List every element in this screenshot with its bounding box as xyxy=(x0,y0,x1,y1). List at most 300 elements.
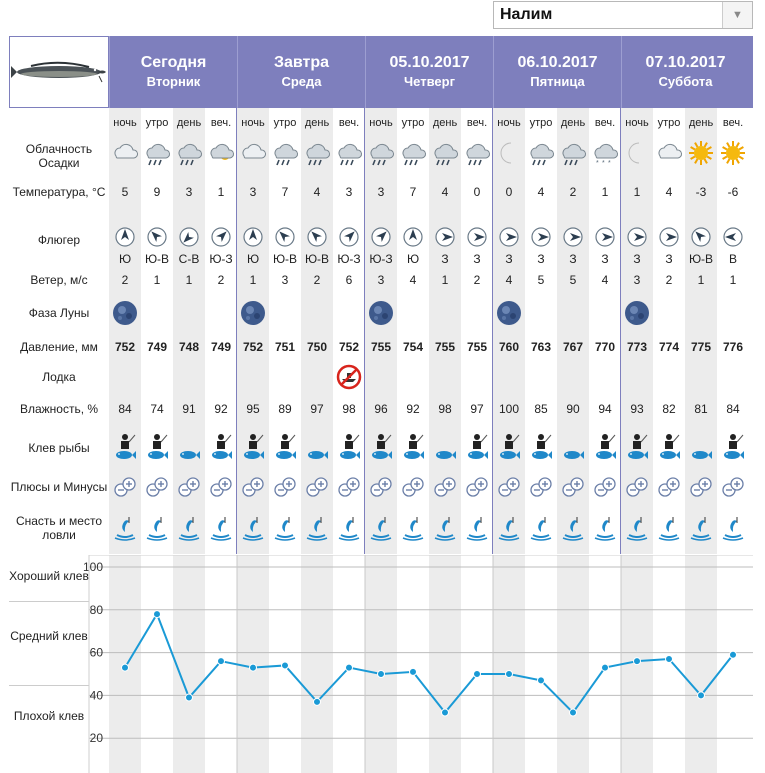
plus-minus-icon[interactable] xyxy=(209,476,233,498)
wind-speed: 4 xyxy=(505,273,513,287)
row-label-vane: Флюгер xyxy=(37,233,81,247)
tackle-cell xyxy=(141,508,173,548)
moon-cell xyxy=(621,298,653,328)
bite-point-4[interactable] xyxy=(218,658,225,665)
tackle-icon[interactable] xyxy=(625,515,649,541)
row-label-boat: Лодка xyxy=(42,370,76,384)
weather-cell xyxy=(109,138,141,168)
wind-speed: 2 xyxy=(665,273,673,287)
humidity-value: 98 xyxy=(438,402,452,416)
humidity-value: 84 xyxy=(726,402,740,416)
temperature-value: 9 xyxy=(153,185,161,199)
wind-direction: Ю xyxy=(118,252,132,266)
tackle-icon[interactable] xyxy=(145,515,169,541)
pressure-value: 750 xyxy=(306,340,328,354)
tackle-cell xyxy=(237,508,269,548)
cloud-rain-icon xyxy=(334,140,364,166)
vane-cell xyxy=(269,222,301,270)
pros-cons-cell xyxy=(429,472,461,502)
vane-cell xyxy=(589,222,621,270)
bite-point-16[interactable] xyxy=(602,664,609,671)
humidity-value: 98 xyxy=(342,402,356,416)
svg-text:*: * xyxy=(596,160,599,166)
y-tick-label: 20 xyxy=(89,731,103,746)
humidity-value: 93 xyxy=(630,402,644,416)
temperature-value: 7 xyxy=(281,185,289,199)
tackle-cell xyxy=(397,508,429,548)
chart-column-bg xyxy=(141,555,173,773)
humidity-value: 90 xyxy=(566,402,580,416)
bite-cell xyxy=(333,430,365,466)
vane-cell xyxy=(493,222,525,270)
wind-direction: Ю-В xyxy=(304,252,330,266)
vane-cell xyxy=(365,222,397,270)
fisherman-fish-icon[interactable] xyxy=(113,433,137,463)
day-title: Сегодня xyxy=(140,54,207,71)
pressure-value: 749 xyxy=(146,340,168,354)
row-label-pros: Плюсы и Минусы xyxy=(10,480,108,494)
pressure-value: 754 xyxy=(402,340,424,354)
humidity-value: 82 xyxy=(662,402,676,416)
bite-cell xyxy=(653,430,685,466)
bite-point-14[interactable] xyxy=(538,677,545,684)
bite-point-17[interactable] xyxy=(634,658,641,665)
bite-cell xyxy=(301,430,333,466)
vane-cell xyxy=(141,222,173,270)
humidity-value: 89 xyxy=(278,402,292,416)
fisherman-fish-icon[interactable] xyxy=(209,433,233,463)
bite-cell xyxy=(557,430,589,466)
temperature-value: 3 xyxy=(185,185,193,199)
bite-point-8[interactable] xyxy=(346,664,353,671)
pros-cons-cell xyxy=(557,472,589,502)
tackle-icon[interactable] xyxy=(401,515,425,541)
plus-minus-icon[interactable] xyxy=(497,476,521,498)
sun-icon xyxy=(718,140,748,166)
chart-column-bg xyxy=(365,555,397,773)
bite-point-15[interactable] xyxy=(570,709,577,716)
pressure-value: 767 xyxy=(562,340,584,354)
wind-vane-icon xyxy=(594,226,616,248)
period-label: утро xyxy=(401,117,425,129)
plus-minus-icon[interactable] xyxy=(145,476,169,498)
day-header-5[interactable] xyxy=(621,36,749,108)
fisherman-fish-icon[interactable] xyxy=(721,433,745,463)
moon-icon xyxy=(622,140,652,166)
slot-column-18 xyxy=(653,108,685,554)
plus-minus-icon[interactable] xyxy=(305,476,329,498)
slot-column-17 xyxy=(621,108,653,554)
plus-minus-icon[interactable] xyxy=(113,476,137,498)
temperature-value: 1 xyxy=(601,185,609,199)
tackle-icon[interactable] xyxy=(529,515,553,541)
pros-cons-cell xyxy=(141,472,173,502)
tackle-cell xyxy=(205,508,237,548)
period-label: веч. xyxy=(466,117,488,129)
tackle-icon[interactable] xyxy=(177,515,201,541)
wind-vane-icon xyxy=(210,226,232,248)
plus-minus-icon[interactable] xyxy=(689,476,713,498)
fish-icon[interactable] xyxy=(305,433,329,463)
row-label-temp: Температура, °С xyxy=(12,185,106,199)
tackle-icon[interactable] xyxy=(561,515,585,541)
bite-point-7[interactable] xyxy=(314,698,321,705)
period-label: ночь xyxy=(241,117,265,129)
vane-cell xyxy=(653,222,685,270)
fisherman-fish-icon[interactable] xyxy=(529,433,553,463)
chart-column-bg xyxy=(717,555,749,773)
pressure-value: 770 xyxy=(594,340,616,354)
wind-speed: 2 xyxy=(313,273,321,287)
slot-column-14 xyxy=(525,108,557,554)
pressure-value: 748 xyxy=(178,340,200,354)
bite-cell xyxy=(365,430,397,466)
pressure-value: 752 xyxy=(242,340,264,354)
day-divider xyxy=(364,108,365,554)
cloud-rain-icon xyxy=(462,140,492,166)
vane-cell xyxy=(429,222,461,270)
forecast-header xyxy=(9,36,753,108)
slot-column-4 xyxy=(205,108,237,554)
wind-direction: Ю-З xyxy=(337,252,361,266)
period-label: ночь xyxy=(369,117,393,129)
slot-column-20 xyxy=(717,108,749,554)
slot-column-3 xyxy=(173,108,205,554)
temperature-value: -6 xyxy=(727,185,739,199)
fisherman-fish-icon[interactable] xyxy=(369,433,393,463)
row-label-humidity: Влажность, % xyxy=(19,402,99,416)
fisherman-fish-icon[interactable] xyxy=(593,433,617,463)
bite-point-13[interactable] xyxy=(506,671,513,678)
wind-direction: З xyxy=(665,252,673,266)
wind-vane-icon xyxy=(114,226,136,248)
tackle-icon[interactable] xyxy=(689,515,713,541)
chart-column-bg xyxy=(397,555,429,773)
tackle-cell xyxy=(621,508,653,548)
fisherman-fish-icon[interactable] xyxy=(241,433,265,463)
weather-cell xyxy=(365,138,397,168)
slot-column-15 xyxy=(557,108,589,554)
period-label: веч. xyxy=(594,117,616,129)
pressure-value: 755 xyxy=(434,340,456,354)
bite-point-11[interactable] xyxy=(442,709,449,716)
day-title: 07.10.2017 xyxy=(645,54,726,71)
cloud-rain-icon xyxy=(270,140,300,166)
tackle-cell xyxy=(589,508,621,548)
plus-minus-icon[interactable] xyxy=(465,476,489,498)
cloud-rain-icon xyxy=(366,140,396,166)
day-title: 06.10.2017 xyxy=(517,54,598,71)
wind-speed: 5 xyxy=(569,273,577,287)
temperature-value: 0 xyxy=(473,185,481,199)
tackle-icon[interactable] xyxy=(305,515,329,541)
wind-vane-icon xyxy=(722,226,744,248)
tackle-cell xyxy=(461,508,493,548)
wind-vane-icon xyxy=(434,226,456,248)
plus-minus-icon[interactable] xyxy=(657,476,681,498)
bite-point-18[interactable] xyxy=(666,656,673,663)
wind-vane-icon xyxy=(402,226,424,248)
bite-cell xyxy=(717,430,749,466)
day-title: 05.10.2017 xyxy=(389,54,470,71)
bite-cell xyxy=(109,430,141,466)
bite-cell xyxy=(525,430,557,466)
tackle-icon[interactable] xyxy=(337,515,361,541)
vane-cell xyxy=(173,222,205,270)
bite-point-1[interactable] xyxy=(122,664,129,671)
temperature-value: 4 xyxy=(665,185,673,199)
weather-cell xyxy=(397,138,429,168)
wind-direction: Ю-В xyxy=(272,252,298,266)
chart-column-bg xyxy=(653,555,685,773)
plus-minus-icon[interactable] xyxy=(241,476,265,498)
pros-cons-cell xyxy=(461,472,493,502)
chevron-down-icon[interactable]: ▼ xyxy=(722,2,752,28)
pros-cons-cell xyxy=(717,472,749,502)
moon-phase-icon xyxy=(239,299,267,327)
wind-speed: 1 xyxy=(153,273,161,287)
bite-point-9[interactable] xyxy=(378,671,385,678)
fish-image xyxy=(9,36,109,108)
svg-text:*: * xyxy=(602,160,605,166)
plus-minus-icon[interactable] xyxy=(593,476,617,498)
cloud-rain-icon xyxy=(430,140,460,166)
temperature-value: -3 xyxy=(695,185,707,199)
moon-cell xyxy=(109,298,141,328)
bite-point-19[interactable] xyxy=(698,692,705,699)
period-label: ночь xyxy=(113,117,137,129)
day-header-3[interactable] xyxy=(365,36,493,108)
wind-vane-icon xyxy=(658,226,680,248)
bite-chart xyxy=(9,555,753,773)
bite-point-5[interactable] xyxy=(250,664,257,671)
moon-cell xyxy=(365,298,397,328)
tackle-icon[interactable] xyxy=(465,515,489,541)
wind-speed: 1 xyxy=(185,273,193,287)
period-label: ночь xyxy=(625,117,649,129)
plus-minus-icon[interactable] xyxy=(401,476,425,498)
pros-cons-cell xyxy=(269,472,301,502)
cloud-icon xyxy=(654,140,684,166)
plus-minus-icon[interactable] xyxy=(177,476,201,498)
fish-icon[interactable] xyxy=(561,433,585,463)
plus-minus-icon[interactable] xyxy=(721,476,745,498)
tackle-icon[interactable] xyxy=(657,515,681,541)
tackle-cell xyxy=(109,508,141,548)
vane-cell xyxy=(717,222,749,270)
fisherman-fish-icon[interactable] xyxy=(145,433,169,463)
pressure-value: 749 xyxy=(210,340,232,354)
period-label: ночь xyxy=(497,117,521,129)
wind-speed: 2 xyxy=(121,273,129,287)
bite-point-3[interactable] xyxy=(186,694,193,701)
day-divider xyxy=(620,108,621,554)
temperature-value: 1 xyxy=(633,185,641,199)
slot-column-2 xyxy=(141,108,173,554)
plus-minus-icon[interactable] xyxy=(625,476,649,498)
period-label: утро xyxy=(273,117,297,129)
fisherman-fish-icon[interactable] xyxy=(401,433,425,463)
bite-cell xyxy=(397,430,429,466)
tackle-cell xyxy=(301,508,333,548)
day-weekday: Пятница xyxy=(530,74,585,89)
wind-direction: Ю-В xyxy=(144,252,170,266)
temperature-value: 5 xyxy=(121,185,129,199)
row-label-tackle: Снасть и место ловли xyxy=(15,514,103,542)
wind-speed: 2 xyxy=(473,273,481,287)
moon-phase-icon xyxy=(623,299,651,327)
period-label: утро xyxy=(145,117,169,129)
wind-speed: 1 xyxy=(441,273,449,287)
vane-cell xyxy=(333,222,365,270)
bite-point-12[interactable] xyxy=(474,671,481,678)
vane-cell xyxy=(237,222,269,270)
bite-cell xyxy=(685,430,717,466)
pressure-value: 760 xyxy=(498,340,520,354)
pressure-value: 773 xyxy=(626,340,648,354)
weather-cell xyxy=(685,138,717,168)
weather-cell xyxy=(301,138,333,168)
fish-icon[interactable] xyxy=(689,433,713,463)
tackle-icon[interactable] xyxy=(593,515,617,541)
temperature-value: 4 xyxy=(313,185,321,199)
chart-column-bg xyxy=(685,555,717,773)
slot-column-12 xyxy=(461,108,493,554)
wind-vane-icon xyxy=(498,226,520,248)
pressure-value: 755 xyxy=(370,340,392,354)
fish-icon[interactable] xyxy=(433,433,457,463)
fisherman-fish-icon[interactable] xyxy=(465,433,489,463)
pressure-value: 752 xyxy=(338,340,360,354)
day-weekday: Четверг xyxy=(404,74,455,89)
vane-cell xyxy=(397,222,429,270)
period-label: веч. xyxy=(210,117,232,129)
wind-vane-icon xyxy=(562,226,584,248)
pressure-value: 752 xyxy=(114,340,136,354)
wind-direction: З xyxy=(505,252,513,266)
wind-speed: 1 xyxy=(697,273,705,287)
fisherman-fish-icon[interactable] xyxy=(657,433,681,463)
temperature-value: 4 xyxy=(537,185,545,199)
bite-cell xyxy=(269,430,301,466)
fish-select[interactable] xyxy=(493,1,753,29)
day-header-2[interactable] xyxy=(237,36,365,108)
burbot-fish-icon xyxy=(11,55,107,89)
fisherman-fish-icon[interactable] xyxy=(625,433,649,463)
wind-vane-icon xyxy=(466,226,488,248)
tackle-cell xyxy=(429,508,461,548)
humidity-value: 94 xyxy=(598,402,612,416)
tackle-icon[interactable] xyxy=(497,515,521,541)
temperature-value: 7 xyxy=(409,185,417,199)
humidity-value: 91 xyxy=(182,402,196,416)
chart-column-bg xyxy=(557,555,589,773)
tackle-cell xyxy=(173,508,205,548)
plus-minus-icon[interactable] xyxy=(529,476,553,498)
tackle-icon[interactable] xyxy=(241,515,265,541)
tackle-cell xyxy=(525,508,557,548)
tackle-cell xyxy=(493,508,525,548)
tackle-icon[interactable] xyxy=(369,515,393,541)
fisherman-fish-icon[interactable] xyxy=(273,433,297,463)
bite-cell xyxy=(173,430,205,466)
cloud-rain-icon xyxy=(302,140,332,166)
period-label: день xyxy=(432,117,458,129)
day-header-4[interactable] xyxy=(493,36,621,108)
bite-cell xyxy=(429,430,461,466)
tackle-icon[interactable] xyxy=(209,515,233,541)
moon-phase-icon xyxy=(495,299,523,327)
bite-cell xyxy=(621,430,653,466)
plus-minus-icon[interactable] xyxy=(337,476,361,498)
cloud-rain-icon xyxy=(398,140,428,166)
bite-cell xyxy=(237,430,269,466)
bite-point-2[interactable] xyxy=(154,611,161,618)
pros-cons-cell xyxy=(493,472,525,502)
wind-speed: 4 xyxy=(409,273,417,287)
tackle-icon[interactable] xyxy=(721,515,745,541)
bite-point-20[interactable] xyxy=(730,651,737,658)
weather-cell xyxy=(173,138,205,168)
chart-column-bg xyxy=(525,555,557,773)
slot-column-6 xyxy=(269,108,301,554)
vane-cell xyxy=(301,222,333,270)
tackle-cell xyxy=(333,508,365,548)
row-label-cloud: Облачность Осадки xyxy=(25,142,93,170)
day-header-1[interactable] xyxy=(109,36,237,108)
bite-point-6[interactable] xyxy=(282,662,289,669)
wind-speed: 4 xyxy=(601,273,609,287)
y-tick-label: 80 xyxy=(89,602,103,617)
wind-vane-icon xyxy=(178,226,200,248)
cloud-sun-icon xyxy=(206,140,236,166)
weather-cell xyxy=(333,138,365,168)
period-label: день xyxy=(176,117,202,129)
cloud-icon xyxy=(110,140,140,166)
tackle-icon[interactable] xyxy=(273,515,297,541)
cloud-rain-icon xyxy=(526,140,556,166)
tackle-icon[interactable] xyxy=(433,515,457,541)
fisherman-fish-icon[interactable] xyxy=(337,433,361,463)
plus-minus-icon[interactable] xyxy=(561,476,585,498)
weather-cell xyxy=(653,138,685,168)
wind-speed: 3 xyxy=(377,273,385,287)
plus-minus-icon[interactable] xyxy=(433,476,457,498)
slot-column-16 xyxy=(589,108,621,554)
fish-icon[interactable] xyxy=(177,433,201,463)
tackle-icon[interactable] xyxy=(113,515,137,541)
bite-cell xyxy=(141,430,173,466)
pros-cons-cell xyxy=(333,472,365,502)
y-tick-label: 100 xyxy=(82,560,103,574)
bite-cell xyxy=(589,430,621,466)
wind-vane-icon xyxy=(370,226,392,248)
wind-speed: 1 xyxy=(729,273,737,287)
period-label: утро xyxy=(529,117,553,129)
vane-cell xyxy=(557,222,589,270)
pressure-value: 763 xyxy=(530,340,552,354)
slot-column-7 xyxy=(301,108,333,554)
wind-vane-icon xyxy=(690,226,712,248)
chart-column-bg xyxy=(173,555,205,773)
fisherman-fish-icon[interactable] xyxy=(497,433,521,463)
plus-minus-icon[interactable] xyxy=(273,476,297,498)
weather-cell xyxy=(429,138,461,168)
plus-minus-icon[interactable] xyxy=(369,476,393,498)
bite-point-10[interactable] xyxy=(410,668,417,675)
y-tick-label: 60 xyxy=(89,645,103,660)
moon-phase-icon xyxy=(367,299,395,327)
